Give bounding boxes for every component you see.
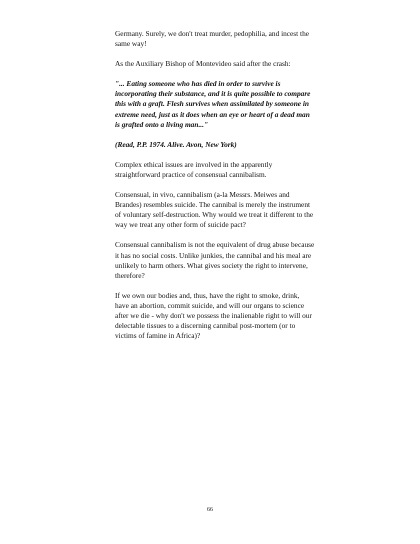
citation: (Read, P.P. 1974. Alive. Avon, New York) — [115, 139, 237, 149]
paragraph-bishop-intro: As the Auxiliary Bishop of Montevideo said after the crash: — [115, 59, 291, 69]
paragraph-own-bodies: If we own our bodies and, thus, have the right to smoke, drink, have an abortion, commit suicide, and will our organs to science after we die - why don't we possess the inalienable right to will our delectable tissues to a discerning cannibal post-mortem (or to victims of famine in Africa)? — [115, 290, 312, 341]
page-number: 66 — [207, 507, 213, 513]
page-body — [115, 29, 315, 351]
paragraph-ethical-issues: Complex ethical issues are involved in the apparently straightforward practice of consensual cannibalism. — [115, 159, 273, 179]
paragraph-drug-abuse: Consensual cannibalism is not the equivalent of drug abuse because it has no social costs. Unlike junkies, the cannibal and his meal are unlikely to harm others. What gives society the right to intervene, therefore? — [115, 240, 315, 280]
block-quote: "... Eating someone who has died in order to survive is incorporating their substance, and it is quite possible to compare this with a graft. Flesh survives when assimilated by someone in extreme need, just as it does when an eye or heart of a dead man is grafted onto a living man..." — [115, 79, 311, 129]
paragraph-continuation: Germany. Surely, we don't treat murder, pedophilia, and incest the same way! — [115, 29, 310, 49]
paragraph-in-vivo: Consensual, in vivo, cannibalism (a-la Messrs. Meiwes and Brandes) resembles suicide. The cannibal is merely the instrument of voluntary self-destruction. Why would we treat it different to the way we treat any other form of suicide pact? — [115, 190, 314, 230]
